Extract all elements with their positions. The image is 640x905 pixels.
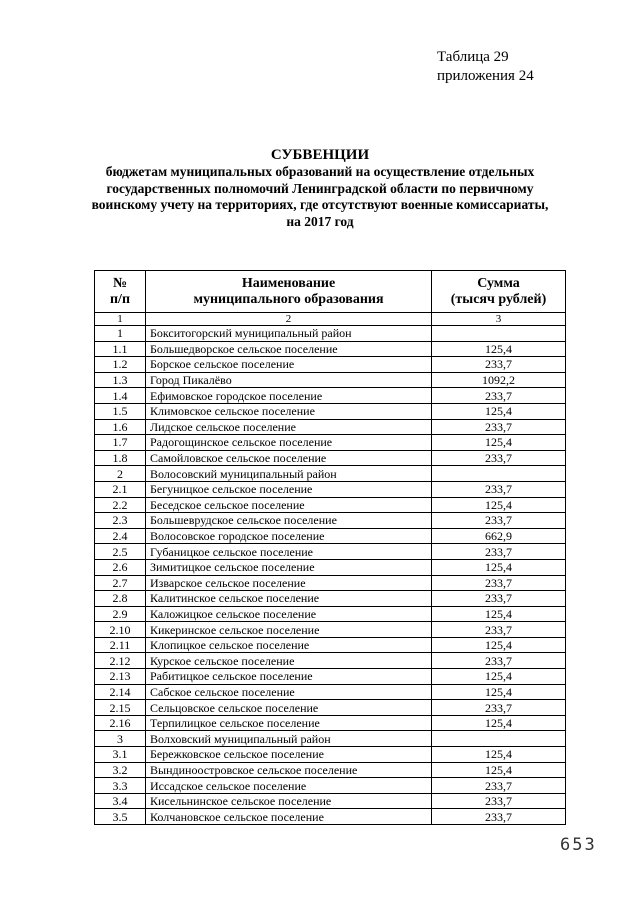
header-number <box>95 271 146 313</box>
row-name: Бережковское сельское поселение <box>146 747 432 763</box>
row-name: Волосовский муниципальный район <box>146 466 432 482</box>
row-name: Колчановское сельское поселение <box>146 809 432 825</box>
row-number: 2.7 <box>95 575 146 591</box>
row-number: 1.6 <box>95 419 146 435</box>
row-name: Город Пикалёво <box>146 372 432 388</box>
table-row <box>95 793 566 809</box>
row-sum: 125,4 <box>432 497 566 513</box>
header-name-line1: Наименование <box>241 275 336 291</box>
row-name: Большеврудское сельское поселение <box>146 513 432 529</box>
row-name: Калитинское сельское поселение <box>146 591 432 607</box>
title-line-4: на 2017 год <box>286 213 354 229</box>
row-name: Самойловское сельское поселение <box>146 450 432 466</box>
column-index: 2 <box>146 313 432 326</box>
row-name: Беседское сельское поселение <box>146 497 432 513</box>
table-row <box>95 575 566 591</box>
row-sum: 233,7 <box>432 388 566 404</box>
row-number: 3 <box>95 731 146 747</box>
row-sum: 233,7 <box>432 513 566 529</box>
appendix-reference: приложения 24 <box>437 68 534 84</box>
header-number-line1: № <box>112 275 128 291</box>
row-number: 2.2 <box>95 497 146 513</box>
table-row <box>95 731 566 747</box>
row-number: 3.5 <box>95 809 146 825</box>
row-name: Радогощинское сельское поселение <box>146 435 432 451</box>
table-row <box>95 606 566 622</box>
row-number: 2.4 <box>95 528 146 544</box>
column-index: 1 <box>95 313 146 326</box>
row-name: Сельцовское сельское поселение <box>146 700 432 716</box>
row-number: 2.8 <box>95 591 146 607</box>
table-header-row <box>95 271 566 313</box>
row-sum: 125,4 <box>432 341 566 357</box>
row-sum: 662,9 <box>432 528 566 544</box>
table-row <box>95 481 566 497</box>
row-number: 2.13 <box>95 669 146 685</box>
row-number: 2 <box>95 466 146 482</box>
title-line-3: воинскому учету на территориях, где отсутствуют военные комиссариаты, <box>91 197 549 212</box>
row-sum: 125,4 <box>432 715 566 731</box>
row-name: Лидское сельское поселение <box>146 419 432 435</box>
table-row <box>95 653 566 669</box>
row-number: 1 <box>95 326 146 342</box>
table-row <box>95 559 566 575</box>
row-number: 1.4 <box>95 388 146 404</box>
row-number: 1.7 <box>95 435 146 451</box>
row-number: 1.5 <box>95 403 146 419</box>
row-sum: 233,7 <box>432 357 566 373</box>
row-sum: 125,4 <box>432 559 566 575</box>
row-sum: 233,7 <box>432 450 566 466</box>
column-index-row <box>95 313 566 326</box>
row-name: Курское сельское поселение <box>146 653 432 669</box>
row-sum: 1092,2 <box>432 372 566 388</box>
row-sum: 125,4 <box>432 684 566 700</box>
table-row <box>95 544 566 560</box>
row-sum: 233,7 <box>432 419 566 435</box>
row-name: Клопицкое сельское поселение <box>146 637 432 653</box>
header-number-line2: п/п <box>109 291 131 307</box>
row-number: 2.11 <box>95 637 146 653</box>
row-sum: 233,7 <box>432 622 566 638</box>
document-title <box>0 146 640 230</box>
row-number: 2.9 <box>95 606 146 622</box>
table-row <box>95 497 566 513</box>
title-line-1: бюджетам муниципальных образований на осуществление отдельных <box>105 164 535 179</box>
row-sum: 125,4 <box>432 637 566 653</box>
table-row <box>95 326 566 342</box>
row-name: Рабитицкое сельское поселение <box>146 669 432 685</box>
row-name: Терпилицкое сельское поселение <box>146 715 432 731</box>
table-row <box>95 747 566 763</box>
title-line-2: государственных полномочий Ленинградской области по первичному <box>106 180 534 196</box>
row-number: 2.3 <box>95 513 146 529</box>
title-main: СУБВЕНЦИИ <box>270 147 370 163</box>
row-number: 3.2 <box>95 762 146 778</box>
row-sum <box>432 466 566 482</box>
row-number: 2.12 <box>95 653 146 669</box>
column-index: 3 <box>432 313 566 326</box>
row-number: 2.5 <box>95 544 146 560</box>
row-number: 2.15 <box>95 700 146 716</box>
table-row <box>95 450 566 466</box>
row-name: Иссадское сельское поселение <box>146 778 432 794</box>
row-sum: 125,4 <box>432 762 566 778</box>
row-number: 1.2 <box>95 357 146 373</box>
row-sum: 233,7 <box>432 809 566 825</box>
table-row <box>95 466 566 482</box>
row-name: Бегуницкое сельское поселение <box>146 481 432 497</box>
row-name: Зимитицкое сельское поселение <box>146 559 432 575</box>
table-row <box>95 403 566 419</box>
table-row <box>95 435 566 451</box>
row-name: Ефимовское городское поселение <box>146 388 432 404</box>
row-name: Бокситогорский муниципальный район <box>146 326 432 342</box>
subsidies-table <box>94 270 566 825</box>
table-row <box>95 341 566 357</box>
header-sum-line2: (тысяч рублей) <box>450 291 547 307</box>
row-sum <box>432 731 566 747</box>
table-row <box>95 684 566 700</box>
row-name: Климовское сельское поселение <box>146 403 432 419</box>
header-name-line2: муниципального образования <box>193 291 384 307</box>
row-sum: 125,4 <box>432 435 566 451</box>
table-row <box>95 357 566 373</box>
table-row <box>95 372 566 388</box>
row-sum: 233,7 <box>432 778 566 794</box>
table-row <box>95 637 566 653</box>
row-name: Кикеринское сельское поселение <box>146 622 432 638</box>
table-row <box>95 388 566 404</box>
row-sum: 125,4 <box>432 669 566 685</box>
row-name: Сабское сельское поселение <box>146 684 432 700</box>
row-name: Большедворское сельское поселение <box>146 341 432 357</box>
table-row <box>95 591 566 607</box>
table-row <box>95 419 566 435</box>
table-row <box>95 778 566 794</box>
row-name: Изварское сельское поселение <box>146 575 432 591</box>
header-name <box>146 271 432 313</box>
row-name: Вындиноостровское сельское поселение <box>146 762 432 778</box>
table-number: Таблица 29 <box>437 49 509 65</box>
row-number: 3.1 <box>95 747 146 763</box>
table-row <box>95 622 566 638</box>
row-name: Каложицкое сельское поселение <box>146 606 432 622</box>
table-row <box>95 528 566 544</box>
row-number: 1.3 <box>95 372 146 388</box>
table-row <box>95 513 566 529</box>
header-sum-line1: Сумма <box>477 275 520 291</box>
table-row <box>95 762 566 778</box>
row-sum <box>432 326 566 342</box>
row-number: 2.10 <box>95 622 146 638</box>
row-number: 3.4 <box>95 793 146 809</box>
row-number: 2.14 <box>95 684 146 700</box>
row-sum: 233,7 <box>432 793 566 809</box>
table-row <box>95 669 566 685</box>
row-number: 1.8 <box>95 450 146 466</box>
row-number: 2.1 <box>95 481 146 497</box>
row-number: 2.16 <box>95 715 146 731</box>
row-name: Губаницкое сельское поселение <box>146 544 432 560</box>
header-sum <box>432 271 566 313</box>
page-number: 653 <box>560 835 597 855</box>
row-sum: 125,4 <box>432 747 566 763</box>
table-row <box>95 715 566 731</box>
table-row <box>95 700 566 716</box>
row-sum: 233,7 <box>432 575 566 591</box>
row-sum: 233,7 <box>432 653 566 669</box>
row-sum: 233,7 <box>432 700 566 716</box>
row-name: Кисельнинское сельское поселение <box>146 793 432 809</box>
table-reference <box>437 48 534 86</box>
row-sum: 233,7 <box>432 544 566 560</box>
table-row <box>95 809 566 825</box>
row-name: Борское сельское поселение <box>146 357 432 373</box>
row-number: 3.3 <box>95 778 146 794</box>
row-sum: 125,4 <box>432 403 566 419</box>
row-sum: 125,4 <box>432 606 566 622</box>
row-number: 2.6 <box>95 559 146 575</box>
row-sum: 233,7 <box>432 481 566 497</box>
row-sum: 233,7 <box>432 591 566 607</box>
row-number: 1.1 <box>95 341 146 357</box>
row-name: Волосовское городское поселение <box>146 528 432 544</box>
row-name: Волховский муниципальный район <box>146 731 432 747</box>
